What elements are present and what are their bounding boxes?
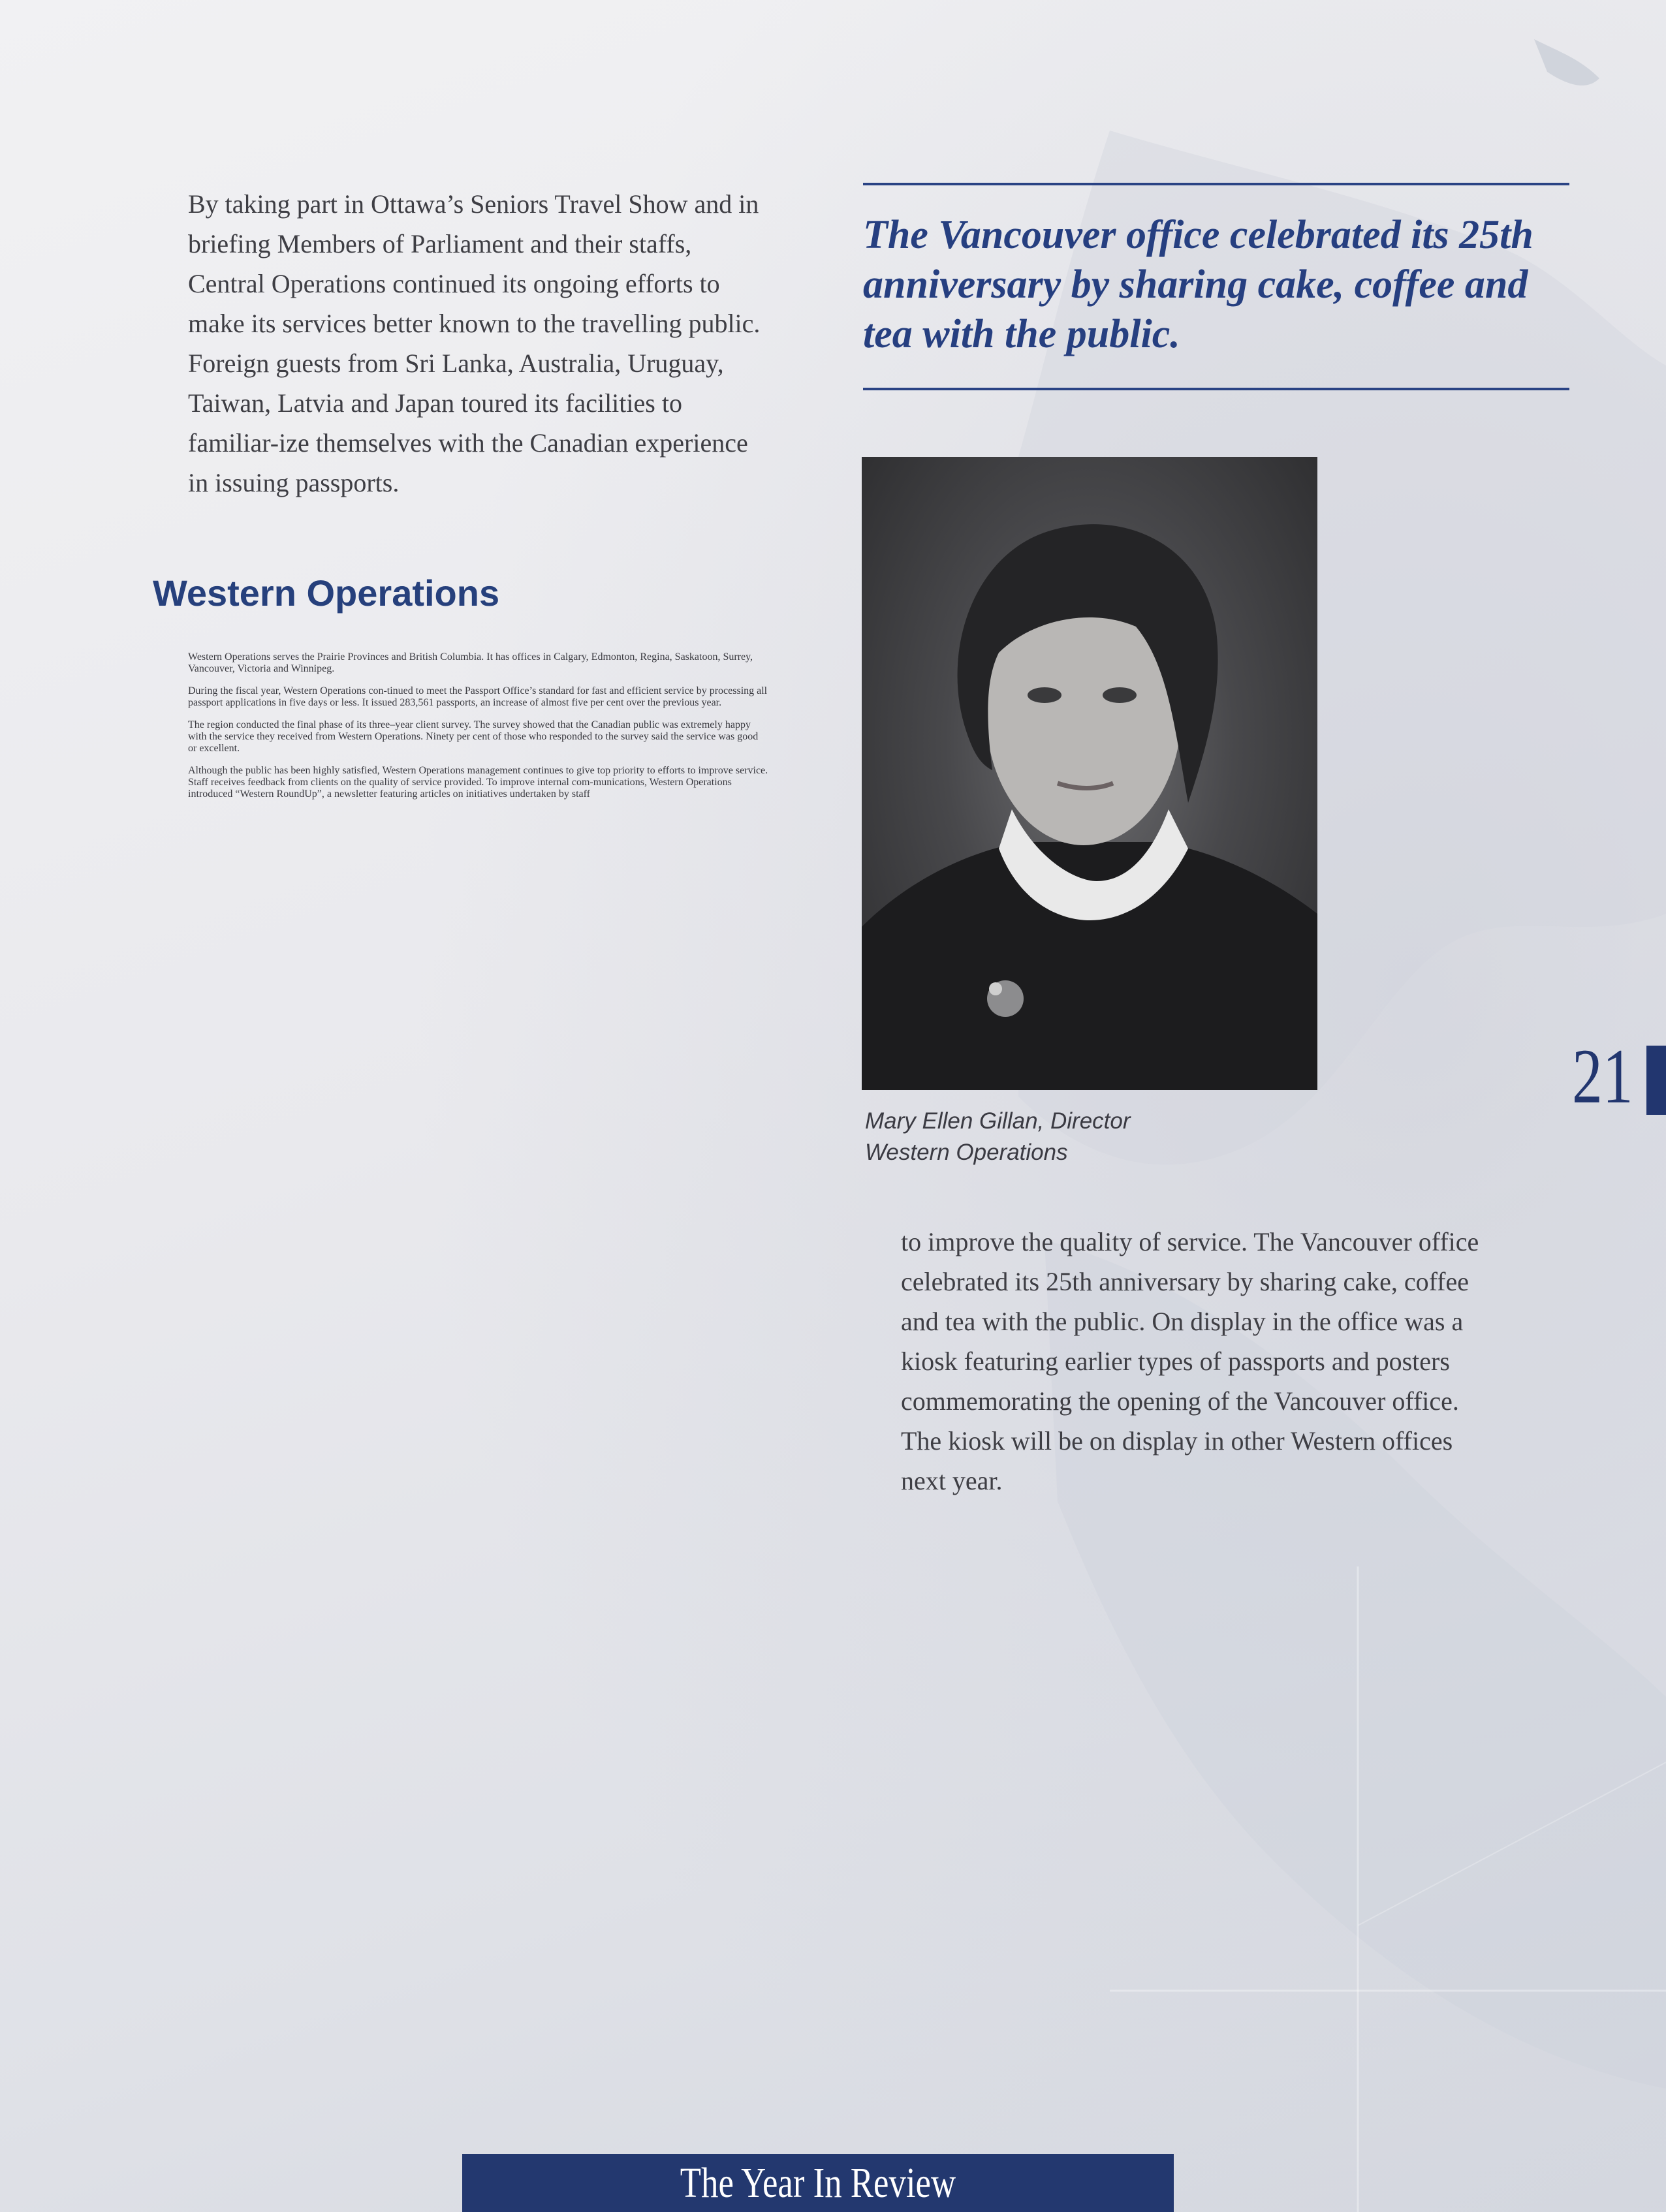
page-number: 21 [1572, 1033, 1633, 1119]
continued-paragraph: to improve the quality of service. The Vancouver office celebrated its 25th anniversary by sharing cake, coffee and tea with the public. On display in the office was a kiosk featuring earlier types of passports and posters commemorating the opening of the Vancouver office. The kiosk will be on display in other Western offices next year. [901, 1227, 1479, 1495]
pull-quote [863, 183, 1569, 390]
pull-quote-text: The Vancouver office celebrated its 25th anniversary by sharing cake, coffee and tea with the public. [863, 213, 1533, 356]
body-paragraph-survey: The region conducted the final phase of its three–year client survey. The survey showed that the Canadian public was extremely happy with the service they received from Western Operations. Ninety per cent of those who responded to the survey said the service was good or excellent. [188, 719, 759, 754]
right-column-body [901, 1222, 1488, 1519]
page-tab-marker [1646, 1046, 1666, 1115]
caption-name: Mary Ellen Gillan, Director [865, 1108, 1131, 1134]
section-heading: Western Operations [153, 572, 500, 614]
intro-paragraph: By taking part in Ottawa’s Seniors Travel Show and in briefing Members of Parliament and their staffs, Central Operations continued its ongoing efforts to make its services better known to the travelling public. Foreign guests from Sri Lanka, Australia, Uruguay, Taiwan, Latvia and Japan toured its facilities to familiar-ize themselves with the Canadian experience in issuing passports. [188, 189, 761, 497]
portrait-icon [862, 457, 1317, 1090]
photo-caption [865, 1106, 1131, 1168]
body-paragraph-improvement: Although the public has been highly satisfied, Western Operations management continues to give top priority to efforts to improve service. Staff receives feedback from clients on the quality of service provided. To improve internal com-munications, Western Operations introduced “Western RoundUp”, a newsletter featuring articles on initiatives undertaken by staff [188, 765, 768, 800]
left-column-body [188, 641, 769, 811]
left-column-intro [188, 184, 769, 521]
caption-title: Western Operations [865, 1140, 1068, 1165]
body-paragraph-offices: Western Operations serves the Prairie Provinces and British Columbia. It has offices in Calgary, Edmonton, Regina, Saskatoon, Surrey, Vancouver, Victoria and Winnipeg. [188, 651, 753, 674]
body-paragraph-service: During the fiscal year, Western Operations con-tinued to meet the Passport Office’s standard for fast and efficient service by processing all passport applications in five days or less. It issued 283,561 passports, an increase of almost five per cent over the previous year. [188, 685, 768, 708]
footer-title: The Year In Review [680, 2158, 956, 2207]
director-portrait-photo [862, 457, 1317, 1090]
footer-band [462, 2154, 1174, 2212]
